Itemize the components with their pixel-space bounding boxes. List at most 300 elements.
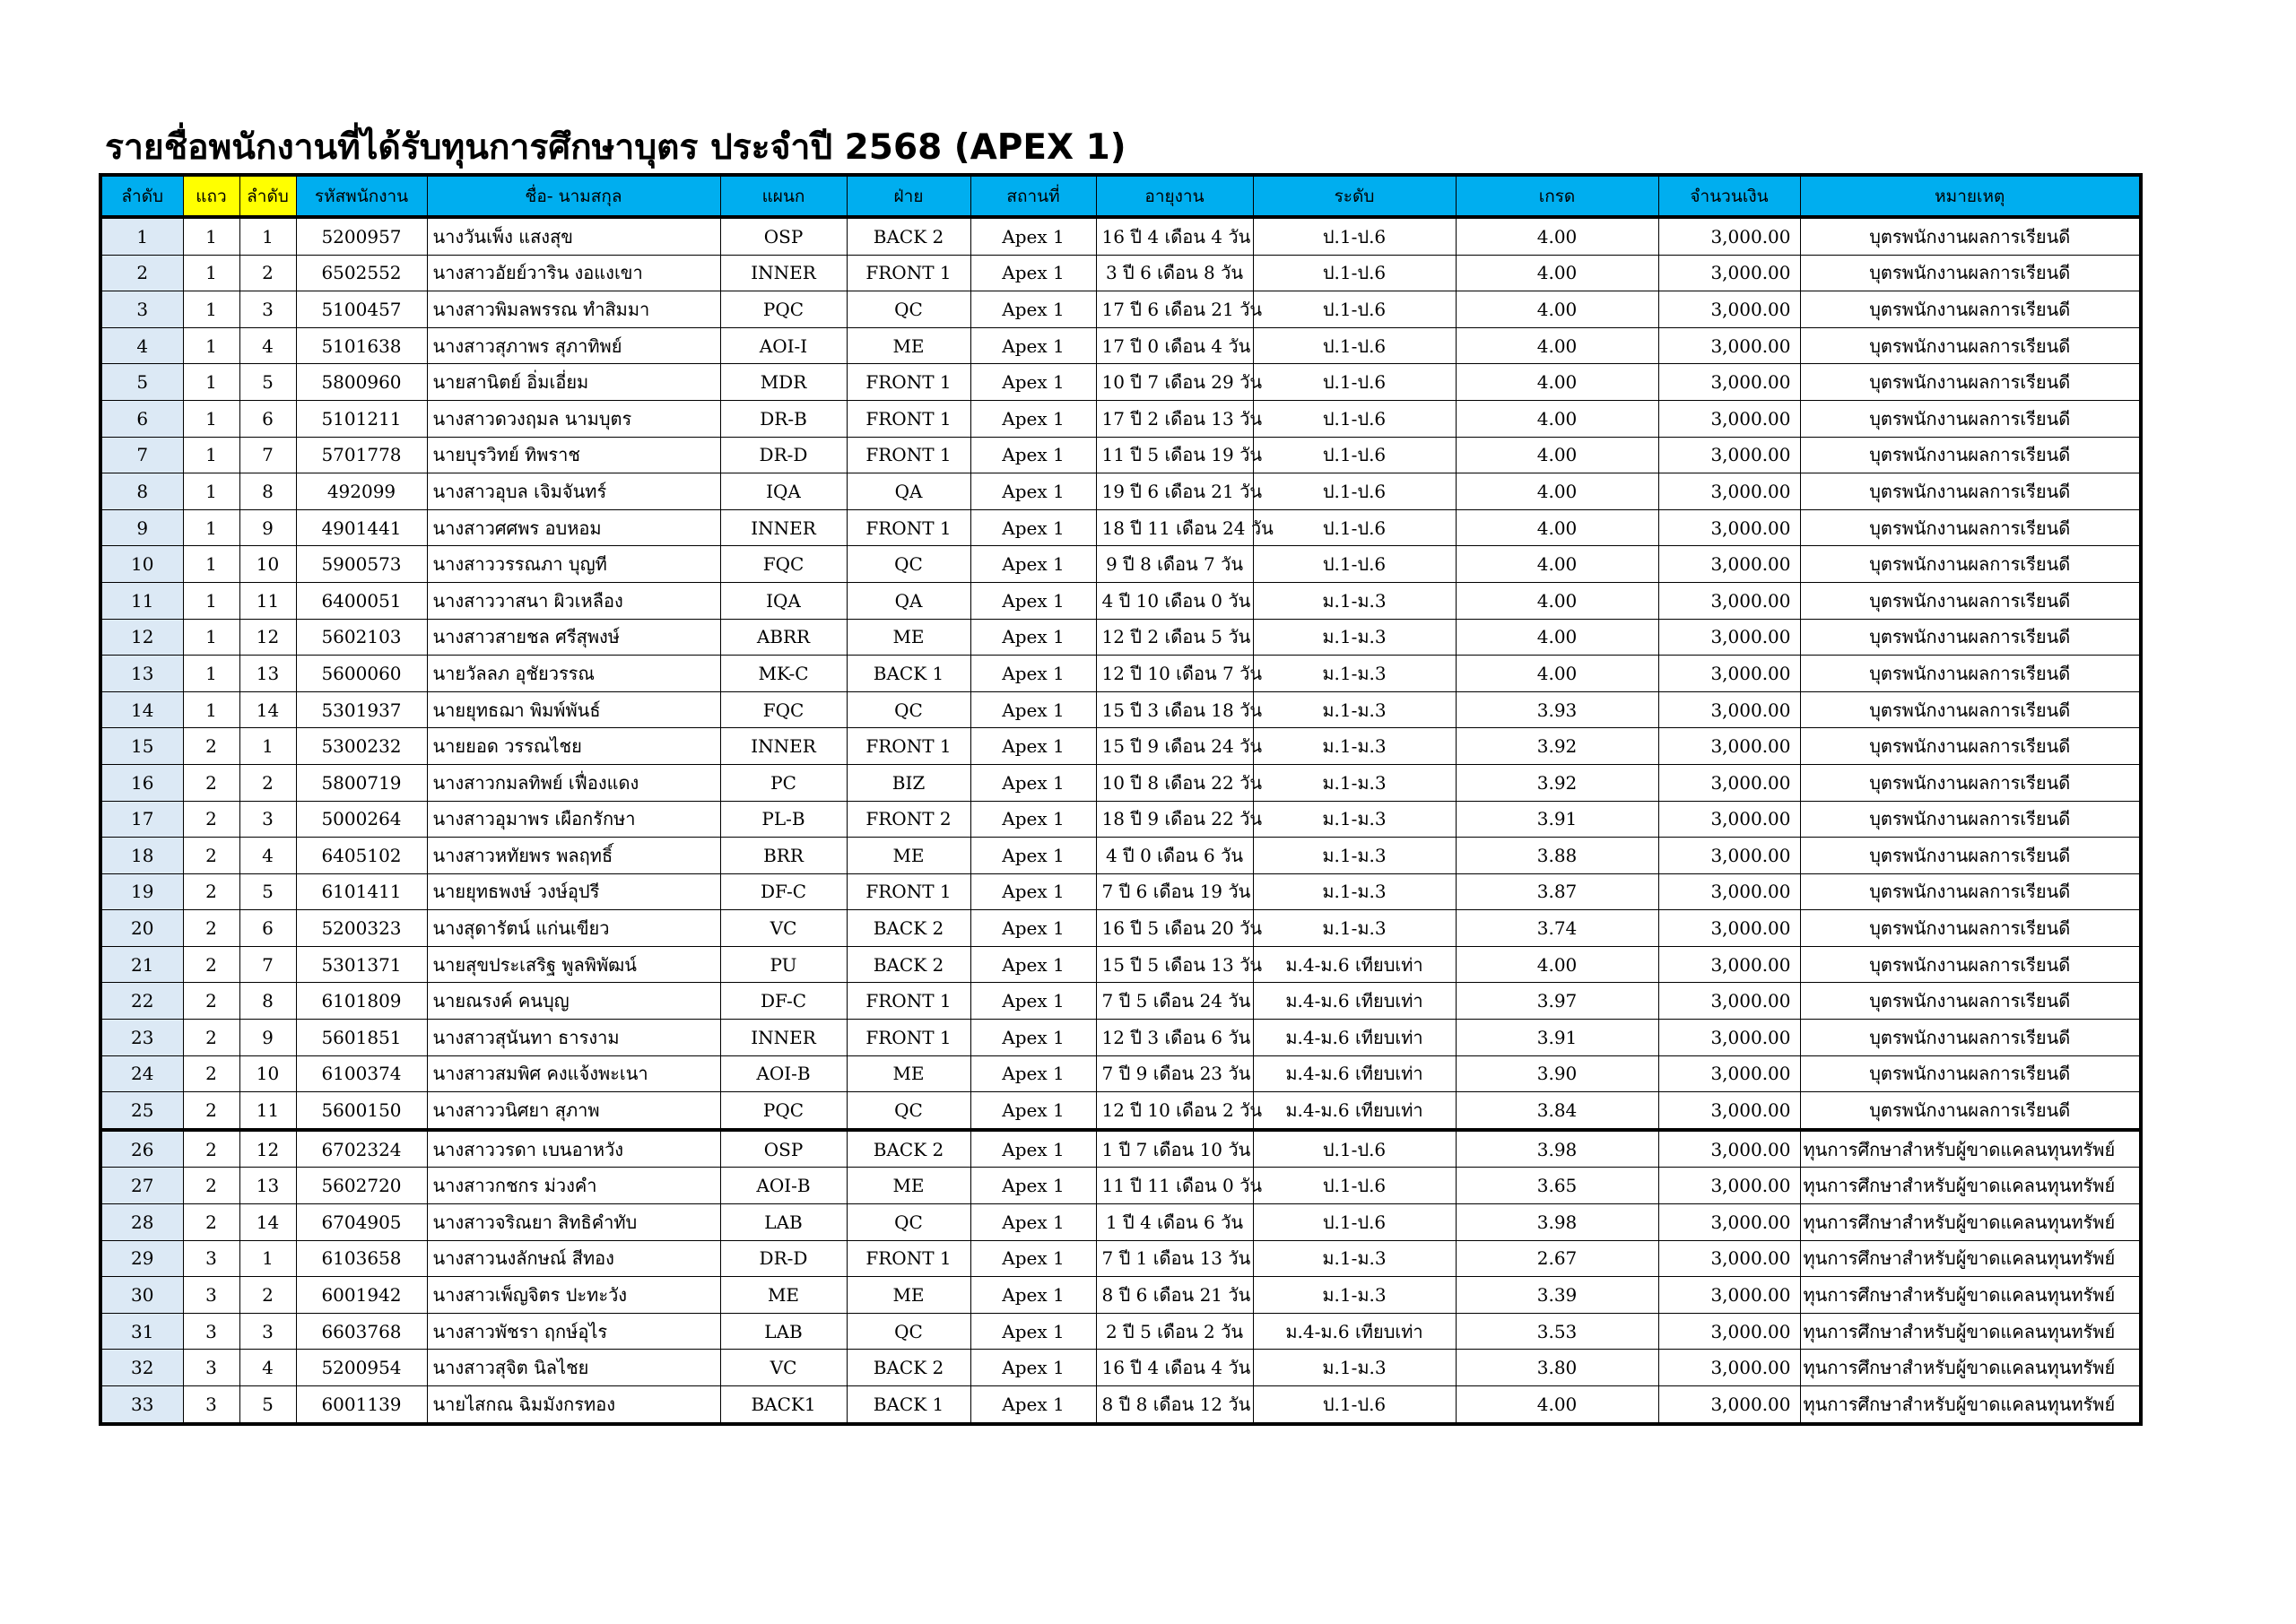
row-group-cell: 1	[183, 691, 239, 728]
seq-cell: 31	[100, 1313, 183, 1350]
row-group-cell: 1	[183, 400, 239, 437]
row-group-cell: 2	[183, 983, 239, 1020]
tenure-cell: 19 ปี 6 เดือน 21 วัน	[1096, 473, 1253, 510]
seq-in-group-cell: 3	[239, 1313, 296, 1350]
employee-id-cell: 5300232	[296, 728, 427, 765]
seq-cell: 17	[100, 801, 183, 838]
tenure-cell: 11 ปี 5 เดือน 19 วัน	[1096, 437, 1253, 473]
seq-cell: 15	[100, 728, 183, 765]
row-group-cell: 2	[183, 1055, 239, 1092]
employee-id-cell: 5600060	[296, 656, 427, 692]
division-cell: QA	[847, 473, 970, 510]
location-cell: Apex 1	[970, 217, 1096, 255]
level-cell: ป.1-ป.6	[1253, 1204, 1456, 1241]
location-cell: Apex 1	[970, 946, 1096, 983]
location-cell: Apex 1	[970, 728, 1096, 765]
tenure-cell: 17 ปี 2 เดือน 13 วัน	[1096, 400, 1253, 437]
tenure-cell: 11 ปี 11 เดือน 0 วัน	[1096, 1168, 1253, 1204]
seq-cell: 14	[100, 691, 183, 728]
level-cell: ม.4-ม.6 เทียบเท่า	[1253, 946, 1456, 983]
employee-id-cell: 6405102	[296, 838, 427, 874]
remark-cell: บุตรพนักงานผลการเรียนดี	[1800, 764, 2141, 801]
department-cell: DR-D	[720, 1240, 847, 1277]
location-cell: Apex 1	[970, 546, 1096, 583]
department-cell: VC	[720, 910, 847, 947]
department-cell: BACK1	[720, 1386, 847, 1424]
table-row	[100, 1204, 2141, 1241]
remark-cell: บุตรพนักงานผลการเรียนดี	[1800, 619, 2141, 656]
col-header-tenure: อายุงาน	[1096, 175, 1253, 217]
seq-cell: 5	[100, 364, 183, 401]
table-row	[100, 691, 2141, 728]
full-name-cell: นางสาววรดา เบนอาหวัง	[427, 1130, 720, 1168]
level-cell: ม.4-ม.6 เทียบเท่า	[1253, 1020, 1456, 1056]
seq-cell: 8	[100, 473, 183, 510]
grade-cell: 4.00	[1456, 656, 1658, 692]
seq-cell: 4	[100, 327, 183, 364]
tenure-cell: 2 ปี 5 เดือน 2 วัน	[1096, 1313, 1253, 1350]
division-cell: BACK 2	[847, 1350, 970, 1386]
seq-in-group-cell: 9	[239, 1020, 296, 1056]
tenure-cell: 12 ปี 2 เดือน 5 วัน	[1096, 619, 1253, 656]
seq-cell: 12	[100, 619, 183, 656]
amount-cell: 3,000.00	[1658, 546, 1800, 583]
amount-cell: 3,000.00	[1658, 983, 1800, 1020]
tenure-cell: 12 ปี 10 เดือน 7 วัน	[1096, 656, 1253, 692]
division-cell: ME	[847, 619, 970, 656]
table-row	[100, 364, 2141, 401]
seq-in-group-cell: 10	[239, 546, 296, 583]
remark-cell: บุตรพนักงานผลการเรียนดี	[1800, 546, 2141, 583]
employee-id-cell: 5200954	[296, 1350, 427, 1386]
table-row	[100, 1313, 2141, 1350]
department-cell: INNER	[720, 728, 847, 765]
table-row	[100, 764, 2141, 801]
tenure-cell: 7 ปี 6 เดือน 19 วัน	[1096, 873, 1253, 910]
level-cell: ม.1-ม.3	[1253, 801, 1456, 838]
table-row	[100, 1277, 2141, 1314]
grade-cell: 3.92	[1456, 764, 1658, 801]
row-group-cell: 2	[183, 1092, 239, 1130]
amount-cell: 3,000.00	[1658, 1350, 1800, 1386]
col-header-full-name: ชื่อ- นามสกุล	[427, 175, 720, 217]
remark-cell: บุตรพนักงานผลการเรียนดี	[1800, 1092, 2141, 1130]
row-group-cell: 1	[183, 546, 239, 583]
location-cell: Apex 1	[970, 656, 1096, 692]
grade-cell: 4.00	[1456, 437, 1658, 473]
location-cell: Apex 1	[970, 1386, 1096, 1424]
employee-id-cell: 5101638	[296, 327, 427, 364]
tenure-cell: 4 ปี 0 เดือน 6 วัน	[1096, 838, 1253, 874]
employee-id-cell: 5200323	[296, 910, 427, 947]
remark-cell: ทุนการศึกษาสำหรับผู้ขาดแคลนทุนทรัพย์	[1800, 1204, 2141, 1241]
amount-cell: 3,000.00	[1658, 1130, 1800, 1168]
location-cell: Apex 1	[970, 1092, 1096, 1130]
seq-in-group-cell: 1	[239, 1240, 296, 1277]
row-group-cell: 1	[183, 255, 239, 291]
remark-cell: บุตรพนักงานผลการเรียนดี	[1800, 291, 2141, 328]
seq-cell: 10	[100, 546, 183, 583]
full-name-cell: นางสาวพัชรา ฤกษ์อุไร	[427, 1313, 720, 1350]
tenure-cell: 16 ปี 4 เดือน 4 วัน	[1096, 217, 1253, 255]
seq-in-group-cell: 1	[239, 728, 296, 765]
seq-cell: 16	[100, 764, 183, 801]
table-row	[100, 1092, 2141, 1130]
seq-cell: 24	[100, 1055, 183, 1092]
row-group-cell: 2	[183, 1020, 239, 1056]
grade-cell: 4.00	[1456, 946, 1658, 983]
seq-cell: 29	[100, 1240, 183, 1277]
seq-in-group-cell: 1	[239, 217, 296, 255]
table-row	[100, 728, 2141, 765]
seq-in-group-cell: 13	[239, 1168, 296, 1204]
division-cell: FRONT 1	[847, 1020, 970, 1056]
level-cell: ป.1-ป.6	[1253, 1386, 1456, 1424]
division-cell: FRONT 1	[847, 364, 970, 401]
grade-cell: 3.91	[1456, 1020, 1658, 1056]
row-group-cell: 2	[183, 1168, 239, 1204]
amount-cell: 3,000.00	[1658, 1168, 1800, 1204]
department-cell: OSP	[720, 1130, 847, 1168]
grade-cell: 3.39	[1456, 1277, 1658, 1314]
table-row	[100, 656, 2141, 692]
table-row	[100, 1055, 2141, 1092]
remark-cell: บุตรพนักงานผลการเรียนดี	[1800, 400, 2141, 437]
full-name-cell: นายยุทธฌา พิมพ์พันธ์	[427, 691, 720, 728]
full-name-cell: นายยอด วรรณไชย	[427, 728, 720, 765]
row-group-cell: 2	[183, 910, 239, 947]
tenure-cell: 1 ปี 4 เดือน 6 วัน	[1096, 1204, 1253, 1241]
level-cell: ป.1-ป.6	[1253, 437, 1456, 473]
division-cell: ME	[847, 838, 970, 874]
division-cell: FRONT 1	[847, 255, 970, 291]
division-cell: QC	[847, 291, 970, 328]
employee-id-cell: 5301371	[296, 946, 427, 983]
employee-id-cell: 6101809	[296, 983, 427, 1020]
seq-in-group-cell: 12	[239, 619, 296, 656]
full-name-cell: นางสาวกมลทิพย์ เฟื่องแดง	[427, 764, 720, 801]
amount-cell: 3,000.00	[1658, 437, 1800, 473]
full-name-cell: นายสานิตย์ อิ่มเอี่ยม	[427, 364, 720, 401]
department-cell: INNER	[720, 1020, 847, 1056]
seq-in-group-cell: 5	[239, 1386, 296, 1424]
full-name-cell: นางสาววาสนา ผิวเหลือง	[427, 582, 720, 619]
col-header-location: สถานที่	[970, 175, 1096, 217]
level-cell: ม.1-ม.3	[1253, 764, 1456, 801]
employee-id-cell: 5301937	[296, 691, 427, 728]
row-group-cell: 1	[183, 291, 239, 328]
row-group-cell: 3	[183, 1240, 239, 1277]
division-cell: ME	[847, 1277, 970, 1314]
remark-cell: บุตรพนักงานผลการเรียนดี	[1800, 1055, 2141, 1092]
amount-cell: 3,000.00	[1658, 582, 1800, 619]
remark-cell: บุตรพนักงานผลการเรียนดี	[1800, 910, 2141, 947]
department-cell: ME	[720, 1277, 847, 1314]
grade-cell: 4.00	[1456, 1386, 1658, 1424]
grade-cell: 4.00	[1456, 364, 1658, 401]
remark-cell: บุตรพนักงานผลการเรียนดี	[1800, 728, 2141, 765]
tenure-cell: 15 ปี 3 เดือน 18 วัน	[1096, 691, 1253, 728]
col-header-grade: เกรด	[1456, 175, 1658, 217]
seq-cell: 32	[100, 1350, 183, 1386]
row-group-cell: 3	[183, 1277, 239, 1314]
table-row	[100, 838, 2141, 874]
grade-cell: 4.00	[1456, 473, 1658, 510]
employee-id-cell: 4901441	[296, 509, 427, 546]
table-row	[100, 619, 2141, 656]
location-cell: Apex 1	[970, 1277, 1096, 1314]
tenure-cell: 1 ปี 7 เดือน 10 วัน	[1096, 1130, 1253, 1168]
division-cell: QC	[847, 691, 970, 728]
location-cell: Apex 1	[970, 1168, 1096, 1204]
seq-cell: 9	[100, 509, 183, 546]
row-group-cell: 2	[183, 801, 239, 838]
amount-cell: 3,000.00	[1658, 656, 1800, 692]
seq-cell: 1	[100, 217, 183, 255]
seq-in-group-cell: 4	[239, 838, 296, 874]
amount-cell: 3,000.00	[1658, 473, 1800, 510]
tenure-cell: 3 ปี 6 เดือน 8 วัน	[1096, 255, 1253, 291]
level-cell: ม.1-ม.3	[1253, 582, 1456, 619]
level-cell: ป.1-ป.6	[1253, 546, 1456, 583]
location-cell: Apex 1	[970, 291, 1096, 328]
level-cell: ม.4-ม.6 เทียบเท่า	[1253, 1092, 1456, 1130]
grade-cell: 3.88	[1456, 838, 1658, 874]
level-cell: ม.1-ม.3	[1253, 910, 1456, 947]
level-cell: ป.1-ป.6	[1253, 400, 1456, 437]
seq-in-group-cell: 2	[239, 764, 296, 801]
row-group-cell: 1	[183, 656, 239, 692]
remark-cell: บุตรพนักงานผลการเรียนดี	[1800, 946, 2141, 983]
table-row	[100, 400, 2141, 437]
amount-cell: 3,000.00	[1658, 1020, 1800, 1056]
employee-id-cell: 5900573	[296, 546, 427, 583]
table-row	[100, 801, 2141, 838]
tenure-cell: 17 ปี 6 เดือน 21 วัน	[1096, 291, 1253, 328]
col-header-remark: หมายเหตุ	[1800, 175, 2141, 217]
location-cell: Apex 1	[970, 437, 1096, 473]
department-cell: PU	[720, 946, 847, 983]
department-cell: ABRR	[720, 619, 847, 656]
level-cell: ม.1-ม.3	[1253, 728, 1456, 765]
department-cell: MK-C	[720, 656, 847, 692]
amount-cell: 3,000.00	[1658, 1204, 1800, 1241]
full-name-cell: นางสาวอัยย์วาริน งอแงเขา	[427, 255, 720, 291]
tenure-cell: 7 ปี 5 เดือน 24 วัน	[1096, 983, 1253, 1020]
table-row	[100, 1020, 2141, 1056]
scholarship-table	[99, 173, 2143, 1426]
seq-in-group-cell: 12	[239, 1130, 296, 1168]
seq-cell: 21	[100, 946, 183, 983]
remark-cell: บุตรพนักงานผลการเรียนดี	[1800, 838, 2141, 874]
division-cell: BIZ	[847, 764, 970, 801]
seq-in-group-cell: 3	[239, 801, 296, 838]
row-group-cell: 2	[183, 728, 239, 765]
location-cell: Apex 1	[970, 691, 1096, 728]
department-cell: FQC	[720, 691, 847, 728]
table-row	[100, 1386, 2141, 1424]
seq-in-group-cell: 10	[239, 1055, 296, 1092]
full-name-cell: นางสาวอุบล เจิมจันทร์	[427, 473, 720, 510]
full-name-cell: นายยุทธพงษ์ วงษ์อุปรี	[427, 873, 720, 910]
grade-cell: 4.00	[1456, 509, 1658, 546]
grade-cell: 3.80	[1456, 1350, 1658, 1386]
seq-cell: 27	[100, 1168, 183, 1204]
employee-id-cell: 6704905	[296, 1204, 427, 1241]
amount-cell: 3,000.00	[1658, 509, 1800, 546]
division-cell: BACK 1	[847, 656, 970, 692]
amount-cell: 3,000.00	[1658, 910, 1800, 947]
tenure-cell: 15 ปี 5 เดือน 13 วัน	[1096, 946, 1253, 983]
amount-cell: 3,000.00	[1658, 691, 1800, 728]
full-name-cell: นางสาวสุจิต นิลไชย	[427, 1350, 720, 1386]
remark-cell: บุตรพนักงานผลการเรียนดี	[1800, 509, 2141, 546]
division-cell: BACK 2	[847, 1130, 970, 1168]
department-cell: DR-D	[720, 437, 847, 473]
row-group-cell: 2	[183, 764, 239, 801]
full-name-cell: นายณรงค์ คนบุญ	[427, 983, 720, 1020]
seq-cell: 13	[100, 656, 183, 692]
table-row	[100, 509, 2141, 546]
level-cell: ม.1-ม.3	[1253, 619, 1456, 656]
employee-id-cell: 5800960	[296, 364, 427, 401]
grade-cell: 4.00	[1456, 400, 1658, 437]
employee-id-cell: 5600150	[296, 1092, 427, 1130]
department-cell: AOI-B	[720, 1055, 847, 1092]
department-cell: INNER	[720, 509, 847, 546]
department-cell: AOI-B	[720, 1168, 847, 1204]
row-group-cell: 1	[183, 473, 239, 510]
remark-cell: ทุนการศึกษาสำหรับผู้ขาดแคลนทุนทรัพย์	[1800, 1313, 2141, 1350]
remark-cell: บุตรพนักงานผลการเรียนดี	[1800, 437, 2141, 473]
seq-cell: 19	[100, 873, 183, 910]
tenure-cell: 17 ปี 0 เดือน 4 วัน	[1096, 327, 1253, 364]
amount-cell: 3,000.00	[1658, 619, 1800, 656]
tenure-cell: 7 ปี 1 เดือน 13 วัน	[1096, 1240, 1253, 1277]
employee-id-cell: 5701778	[296, 437, 427, 473]
location-cell: Apex 1	[970, 838, 1096, 874]
level-cell: ป.1-ป.6	[1253, 217, 1456, 255]
seq-cell: 18	[100, 838, 183, 874]
full-name-cell: นางสาวสมพิศ คงแจ้งพะเนา	[427, 1055, 720, 1092]
seq-cell: 30	[100, 1277, 183, 1314]
seq-in-group-cell: 13	[239, 656, 296, 692]
remark-cell: ทุนการศึกษาสำหรับผู้ขาดแคลนทุนทรัพย์	[1800, 1130, 2141, 1168]
seq-cell: 25	[100, 1092, 183, 1130]
division-cell: QC	[847, 1204, 970, 1241]
full-name-cell: นางสาวอุมาพร เผือกรักษา	[427, 801, 720, 838]
location-cell: Apex 1	[970, 619, 1096, 656]
seq-in-group-cell: 7	[239, 946, 296, 983]
location-cell: Apex 1	[970, 1240, 1096, 1277]
grade-cell: 3.98	[1456, 1130, 1658, 1168]
amount-cell: 3,000.00	[1658, 364, 1800, 401]
remark-cell: บุตรพนักงานผลการเรียนดี	[1800, 691, 2141, 728]
seq-cell: 20	[100, 910, 183, 947]
tenure-cell: 8 ปี 6 เดือน 21 วัน	[1096, 1277, 1253, 1314]
table-row	[100, 1168, 2141, 1204]
tenure-cell: 18 ปี 9 เดือน 22 วัน	[1096, 801, 1253, 838]
seq-cell: 11	[100, 582, 183, 619]
grade-cell: 3.92	[1456, 728, 1658, 765]
level-cell: ม.1-ม.3	[1253, 656, 1456, 692]
full-name-cell: นางวันเพ็ง แสงสุข	[427, 217, 720, 255]
seq-in-group-cell: 4	[239, 1350, 296, 1386]
full-name-cell: นายบุรวิทย์ ทิพราช	[427, 437, 720, 473]
tenure-cell: 16 ปี 4 เดือน 4 วัน	[1096, 1350, 1253, 1386]
table-row	[100, 437, 2141, 473]
employee-id-cell: 5000264	[296, 801, 427, 838]
row-group-cell: 1	[183, 327, 239, 364]
full-name-cell: นางสาวดวงฤมล นามบุตร	[427, 400, 720, 437]
grade-cell: 3.87	[1456, 873, 1658, 910]
table-row	[100, 327, 2141, 364]
tenure-cell: 7 ปี 9 เดือน 23 วัน	[1096, 1055, 1253, 1092]
division-cell: FRONT 1	[847, 437, 970, 473]
division-cell: QC	[847, 546, 970, 583]
col-header-amount: จำนวนเงิน	[1658, 175, 1800, 217]
full-name-cell: นางสาวหทัยพร พลฤทธิ์	[427, 838, 720, 874]
tenure-cell: 16 ปี 5 เดือน 20 วัน	[1096, 910, 1253, 947]
level-cell: ป.1-ป.6	[1253, 509, 1456, 546]
tenure-cell: 15 ปี 9 เดือน 24 วัน	[1096, 728, 1253, 765]
amount-cell: 3,000.00	[1658, 291, 1800, 328]
seq-cell: 33	[100, 1386, 183, 1424]
tenure-cell: 12 ปี 10 เดือน 2 วัน	[1096, 1092, 1253, 1130]
grade-cell: 3.90	[1456, 1055, 1658, 1092]
amount-cell: 3,000.00	[1658, 728, 1800, 765]
full-name-cell: นางสาวนงลักษณ์ สีทอง	[427, 1240, 720, 1277]
location-cell: Apex 1	[970, 1313, 1096, 1350]
department-cell: INNER	[720, 255, 847, 291]
division-cell: FRONT 1	[847, 400, 970, 437]
employee-id-cell: 6101411	[296, 873, 427, 910]
col-header-row-group: แถว	[183, 175, 239, 217]
seq-cell: 22	[100, 983, 183, 1020]
row-group-cell: 2	[183, 946, 239, 983]
location-cell: Apex 1	[970, 473, 1096, 510]
seq-in-group-cell: 11	[239, 582, 296, 619]
row-group-cell: 1	[183, 509, 239, 546]
grade-cell: 3.74	[1456, 910, 1658, 947]
division-cell: ME	[847, 327, 970, 364]
row-group-cell: 2	[183, 838, 239, 874]
division-cell: QC	[847, 1092, 970, 1130]
amount-cell: 3,000.00	[1658, 1277, 1800, 1314]
division-cell: ME	[847, 1168, 970, 1204]
level-cell: ป.1-ป.6	[1253, 1168, 1456, 1204]
grade-cell: 4.00	[1456, 291, 1658, 328]
col-header-division: ฝ่าย	[847, 175, 970, 217]
table-row	[100, 910, 2141, 947]
amount-cell: 3,000.00	[1658, 1313, 1800, 1350]
level-cell: ม.1-ม.3	[1253, 1240, 1456, 1277]
department-cell: BRR	[720, 838, 847, 874]
grade-cell: 3.97	[1456, 983, 1658, 1020]
department-cell: PL-B	[720, 801, 847, 838]
table-row	[100, 473, 2141, 510]
full-name-cell: นางสาวสุภาพร สุภาทิพย์	[427, 327, 720, 364]
employee-id-cell: 6001139	[296, 1386, 427, 1424]
employee-id-cell: 6702324	[296, 1130, 427, 1168]
row-group-cell: 1	[183, 582, 239, 619]
full-name-cell: นางสาวเพ็ญจิตร ปะทะวัง	[427, 1277, 720, 1314]
full-name-cell: นางสุดารัตน์ แก่นเขียว	[427, 910, 720, 947]
location-cell: Apex 1	[970, 983, 1096, 1020]
department-cell: IQA	[720, 582, 847, 619]
col-header-employee-id: รหัสพนักงาน	[296, 175, 427, 217]
seq-in-group-cell: 2	[239, 255, 296, 291]
